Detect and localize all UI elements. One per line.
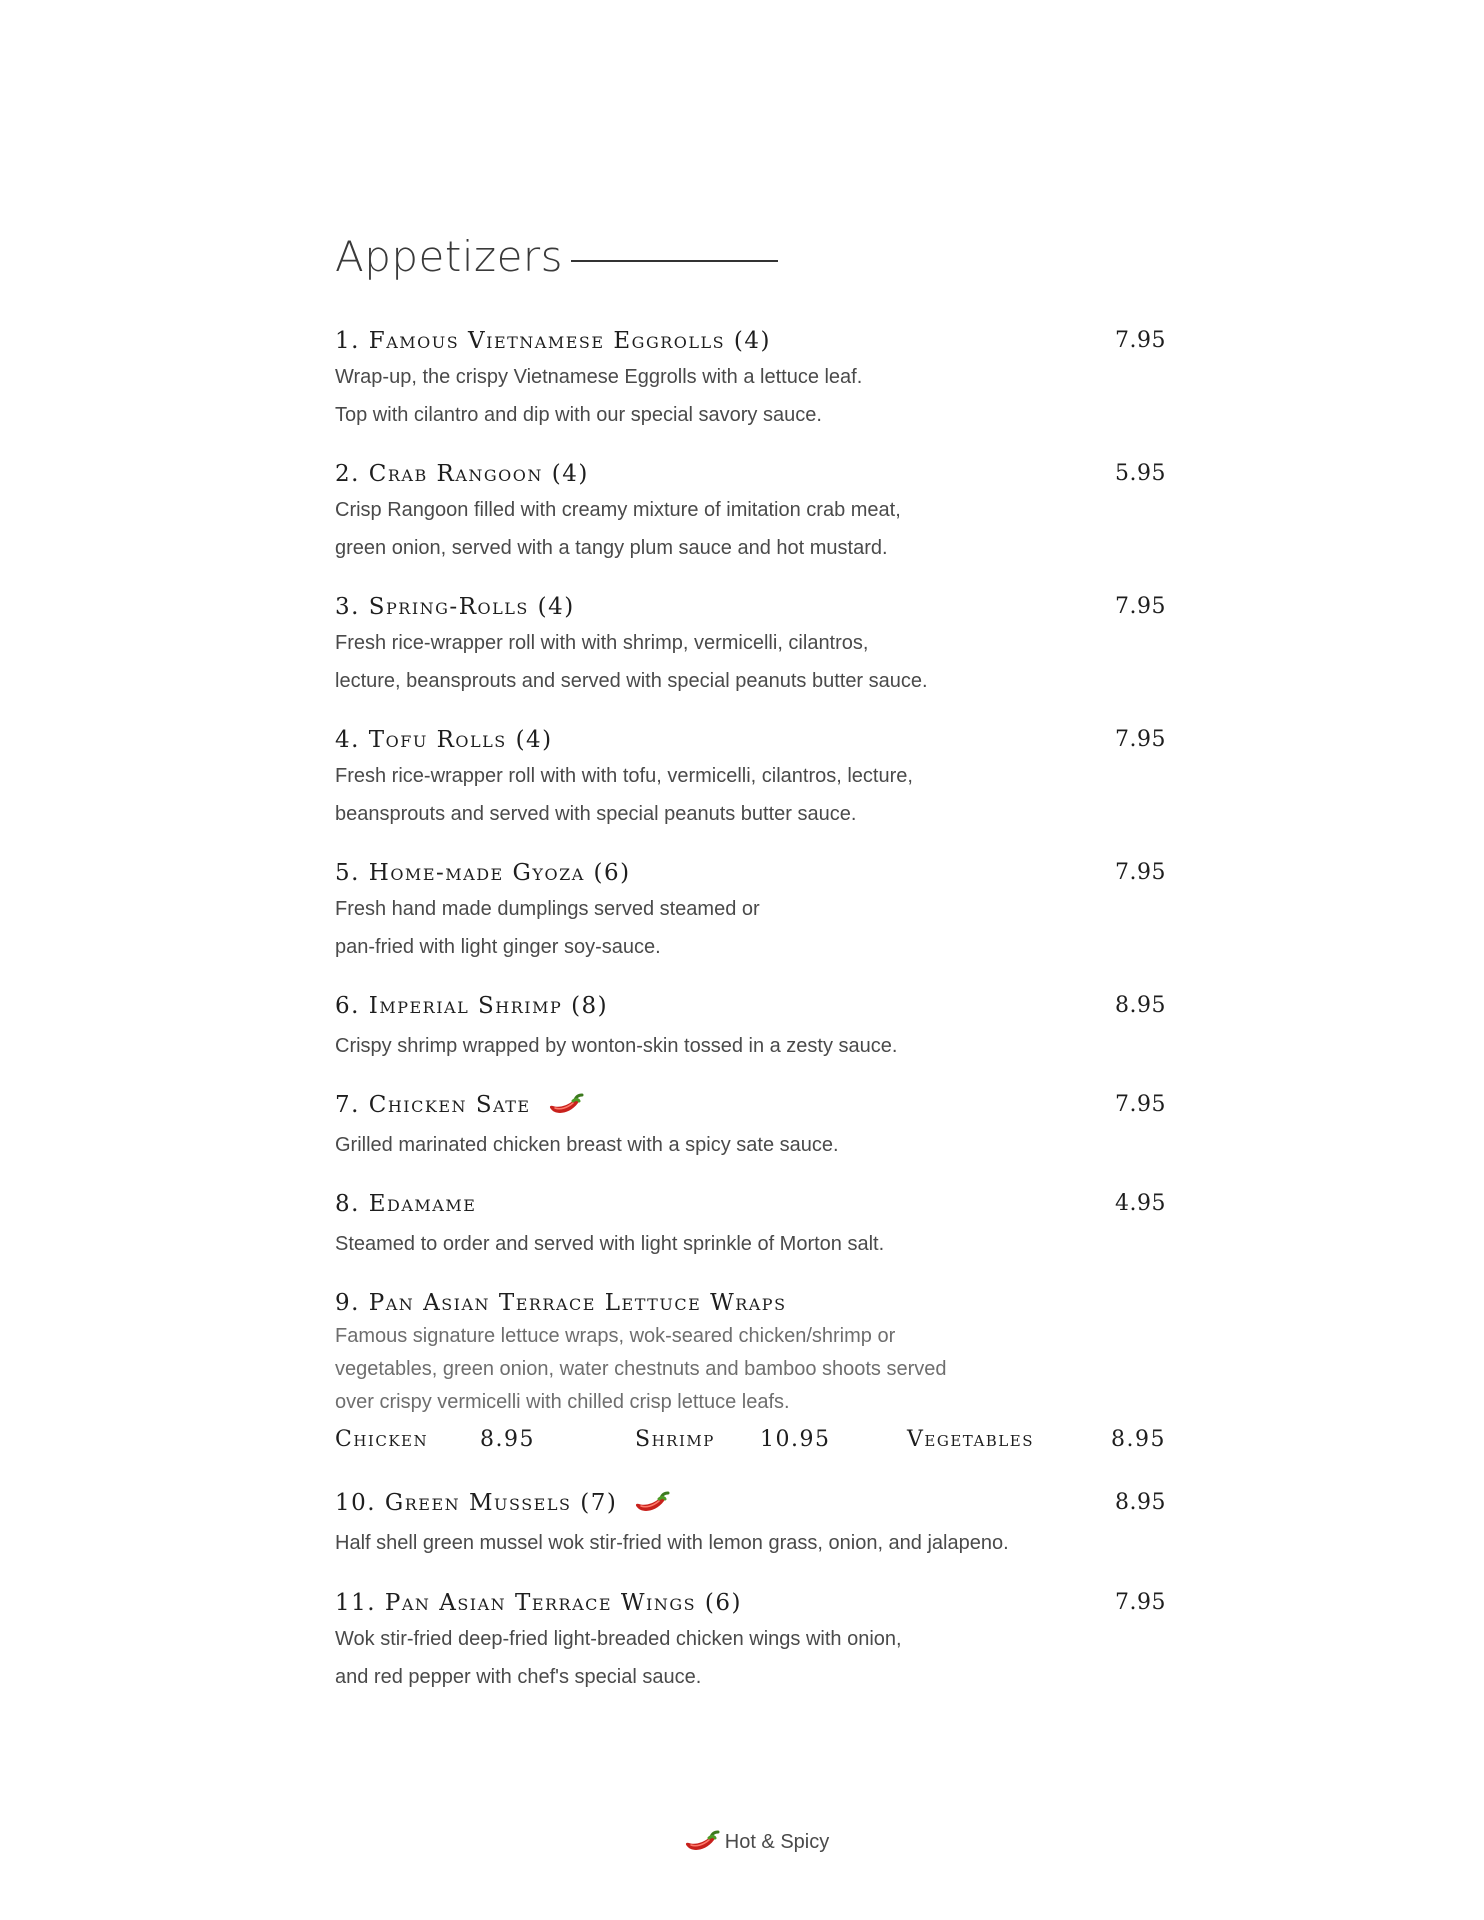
menu-page bbox=[335, 0, 1175, 1920]
item-description-line: and red pepper with chef's special sauce. bbox=[335, 1666, 702, 1688]
section-divider bbox=[571, 260, 778, 262]
item-name: 11. Pan Asian Terrace Wings (6) bbox=[335, 1590, 742, 1616]
item-description-line: vegetables, green onion, water chestnuts and bamboo shoots served bbox=[335, 1358, 947, 1380]
spicy-legend bbox=[335, 1830, 1175, 1854]
item-name: 2. Crab Rangoon (4) bbox=[335, 461, 589, 487]
item-description-line: Famous signature lettuce wraps, wok-seared chicken/shrimp or bbox=[335, 1325, 896, 1347]
item-price: 7.95 bbox=[1115, 328, 1166, 353]
item-name: 4. Tofu Rolls (4) bbox=[335, 727, 553, 753]
legend-label: Hot & Spicy bbox=[724, 1830, 830, 1853]
item-name: 5. Home-made Gyoza (6) bbox=[335, 860, 631, 886]
variant-price-vegetables: 8.95 bbox=[1111, 1427, 1166, 1452]
item-description-line: pan-fried with light ginger soy-sauce. bbox=[335, 936, 661, 958]
item-description-line: lecture, beansprouts and served with special peanuts butter sauce. bbox=[335, 670, 928, 692]
item-description-line: Fresh rice-wrapper roll with with tofu, vermicelli, cilantros, lecture, bbox=[335, 765, 913, 787]
item-price: 8.95 bbox=[1115, 1490, 1166, 1515]
item-description-line: Crispy shrimp wrapped by wonton-skin tossed in a zesty sauce. bbox=[335, 1035, 898, 1057]
item-description-line: Crisp Rangoon filled with creamy mixture of imitation crab meat, bbox=[335, 499, 901, 521]
item-name: 10. Green Mussels (7) bbox=[335, 1490, 618, 1516]
menu-item-2 bbox=[335, 457, 1175, 567]
item-description-line: beansprouts and served with special peanuts butter sauce. bbox=[335, 803, 857, 825]
variant-price-chicken: 8.95 bbox=[480, 1427, 535, 1452]
item-description-line: over crispy vermicelli with chilled crisp lettuce leafs. bbox=[335, 1391, 790, 1413]
item-price: 7.95 bbox=[1115, 1590, 1166, 1615]
item-name: 3. Spring-Rolls (4) bbox=[335, 594, 575, 620]
item-name: 6. Imperial Shrimp (8) bbox=[335, 993, 609, 1019]
item-name: 9. Pan Asian Terrace Lettuce Wraps bbox=[335, 1290, 787, 1316]
item-description-line: Steamed to order and served with light sprinkle of Morton salt. bbox=[335, 1233, 885, 1255]
menu-item-6 bbox=[335, 989, 1175, 1065]
item-description-line: Grilled marinated chicken breast with a spicy sate sauce. bbox=[335, 1134, 839, 1156]
menu-item-4 bbox=[335, 723, 1175, 833]
menu-item-7 bbox=[335, 1088, 1175, 1164]
item-price: 7.95 bbox=[1115, 727, 1166, 752]
item-name: 8. Edamame bbox=[335, 1191, 477, 1217]
item-description-line: Top with cilantro and dip with our special savory sauce. bbox=[335, 404, 822, 426]
menu-item-10 bbox=[335, 1486, 1175, 1562]
variant-label-vegetables: Vegetables bbox=[907, 1427, 1034, 1452]
chili-pepper-icon bbox=[681, 1830, 721, 1854]
menu-item-11 bbox=[335, 1586, 1175, 1696]
variant-price-shrimp: 10.95 bbox=[760, 1427, 831, 1452]
section-title: Appetizers bbox=[335, 232, 564, 281]
item-name: 1. Famous Vietnamese Eggrolls (4) bbox=[335, 328, 771, 354]
variant-label-shrimp: Shrimp bbox=[635, 1427, 715, 1452]
item-description-line: Wrap-up, the crispy Vietnamese Eggrolls with a lettuce leaf. bbox=[335, 366, 863, 388]
item-description-line: Half shell green mussel wok stir-fried with lemon grass, onion, and jalapeno. bbox=[335, 1532, 1009, 1554]
item-price: 7.95 bbox=[1115, 1092, 1166, 1117]
item-description-line: green onion, served with a tangy plum sauce and hot mustard. bbox=[335, 537, 888, 559]
item-description-line: Fresh rice-wrapper roll with with shrimp, vermicelli, cilantros, bbox=[335, 632, 869, 654]
variant-label-chicken: Chicken bbox=[335, 1427, 429, 1452]
chili-pepper-icon bbox=[631, 1491, 671, 1515]
item-name: 7. Chicken Sate bbox=[335, 1092, 531, 1118]
item-price: 8.95 bbox=[1115, 993, 1166, 1018]
menu-item-5 bbox=[335, 856, 1175, 966]
menu-item-3 bbox=[335, 590, 1175, 700]
menu-item-8 bbox=[335, 1187, 1175, 1263]
item-description-line: Fresh hand made dumplings served steamed or bbox=[335, 898, 760, 920]
item-price: 7.95 bbox=[1115, 594, 1166, 619]
item-price: 7.95 bbox=[1115, 860, 1166, 885]
item-price: 4.95 bbox=[1115, 1191, 1166, 1216]
menu-item-9 bbox=[335, 1286, 1175, 1459]
section-heading bbox=[335, 232, 778, 281]
chili-pepper-icon bbox=[545, 1093, 585, 1117]
item-price: 5.95 bbox=[1115, 461, 1166, 486]
item-variants bbox=[335, 1423, 1175, 1459]
item-description-line: Wok stir-fried deep-fried light-breaded chicken wings with onion, bbox=[335, 1628, 902, 1650]
menu-item-1 bbox=[335, 324, 1175, 434]
